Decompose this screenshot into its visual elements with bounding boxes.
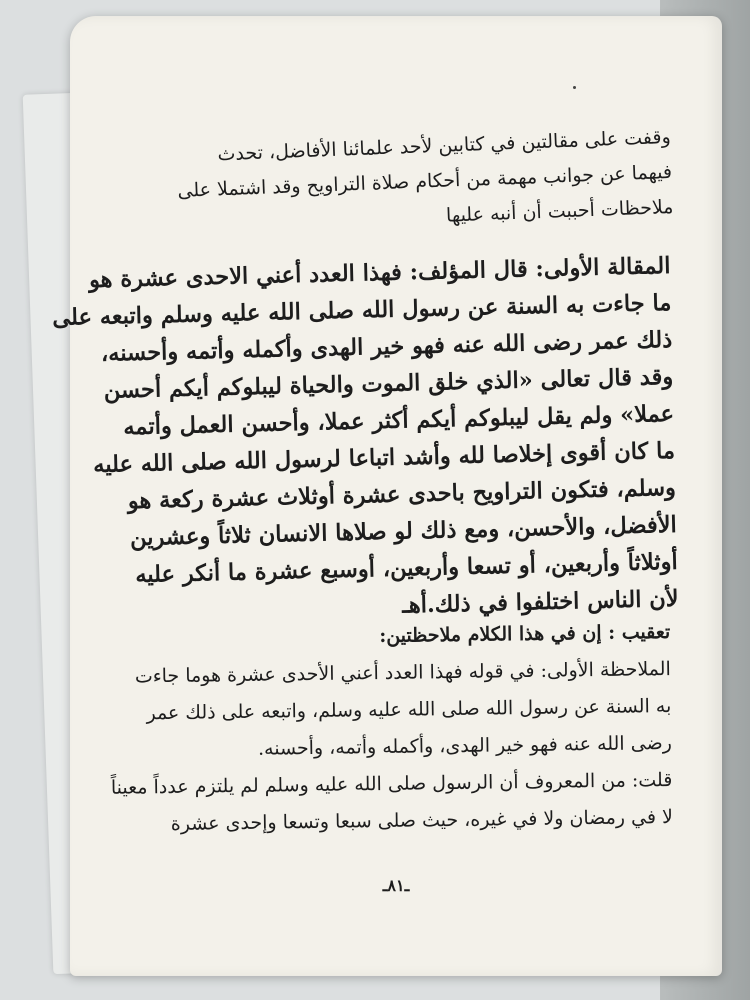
commentary-paragraph <box>110 614 673 844</box>
quote-line: ما كان أقوى إخلاصا لله وأشد اتباعا لرسول الله صلى الله عليه <box>92 437 676 479</box>
quote-line: لأن الناس اختلفوا في ذلك.أهـ <box>401 585 679 619</box>
quote-line: ما جاءت به السنة عن رسول الله صلى الله عليه وسلم واتبعه على <box>52 289 672 332</box>
intro-paragraph <box>120 120 674 246</box>
ink-dot <box>573 86 576 89</box>
intro-line: ملاحظات أحببت أن أنبه عليها <box>445 195 674 227</box>
quote-line: عملا» ولم يقل ليبلوكم أيكم أكثر عملا، وأحسن العمل وأتمه <box>123 400 675 441</box>
comment-heading: تعقيب : إن في هذا الكلام ملاحظتين: <box>379 620 671 648</box>
quote-line: أوثلاثاً وأربعين، أو تسعا وأربعين، أوسبع عشرة ما أنكر عليه <box>134 548 678 589</box>
comment-line: قلت: من المعروف أن الرسول صلى الله عليه وسلم لم يلتزم عدداً معيناً <box>110 768 673 799</box>
comment-line: الملاحظة الأولى: في قوله فهذا العدد أعني الأحدى عشرة هوما جاءت <box>134 657 671 688</box>
quote-line: الأفضل، والأحسن، ومع ذلك لو صلاها الانسان ثلاثاً وعشرين <box>129 511 678 552</box>
quoted-paragraph <box>52 248 679 631</box>
comment-line: به السنة عن رسول الله صلى الله عليه وسلم، واتبعه على ذلك عمر <box>146 694 672 725</box>
page-number: ـ٨١ـ <box>382 876 410 895</box>
quote-line: المقالة الأولى: قال المؤلف: فهذا العدد أعني الاحدى عشرة هو <box>88 252 671 294</box>
book-page <box>52 16 722 976</box>
comment-line: رضى الله عنه فهو خير الهدى، وأكمله وأتمه، وأحسنه. <box>257 731 672 760</box>
quote-line: وسلم، فتكون التراويح باحدى عشرة أوثلاث عشرة ركعة هو <box>127 474 677 515</box>
quote-line: وقد قال تعالى «الذي خلق الموت والحياة ليبلوكم أيكم أحسن <box>103 363 674 404</box>
intro-line: وقفت على مقالتين في كتابين لأحد علمائنا الأفاضل، تحدث <box>217 125 672 166</box>
intro-line: فيهما عن جوانب مهمة من أحكام صلاة التراويح وقد اشتملا على <box>177 160 673 202</box>
comment-line: لا في رمضان ولا في غيره، حيث صلى سبعا وتسعا وإحدى عشرة <box>170 805 673 835</box>
quote-line: ذلك عمر رضى الله عنه فهو خير الهدى وأكمله وأتمه وأحسنه، <box>100 326 673 367</box>
